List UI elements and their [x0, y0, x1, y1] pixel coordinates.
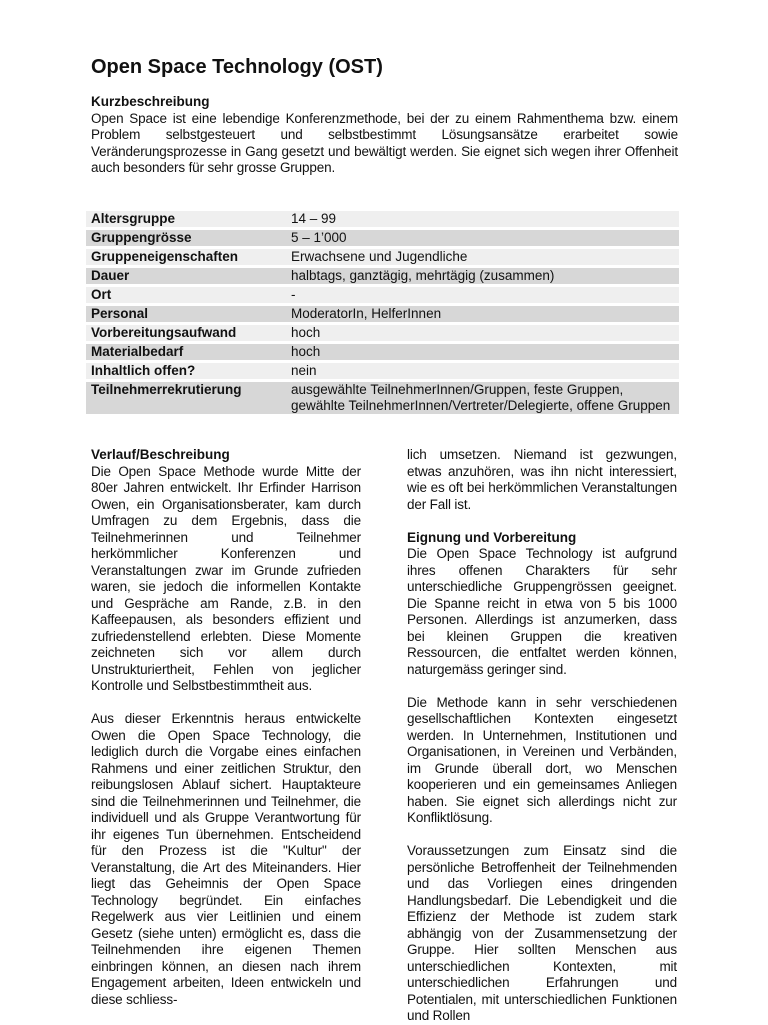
info-table	[86, 208, 679, 417]
paragraph: lich umsetzen. Niemand ist gezwungen, etwas anzuhören, was ihn nicht interessiert, wie es oft bei herkömmlichen Veranstaltungen der Fall ist.	[407, 447, 677, 512]
intro-text: Open Space ist eine lebendige Konferenzmethode, bei der zu einem Rahmenthema bzw. einem Problem selbstgesteuert und selbstbestimmt Lösungsansätze erarbeitet sowie Veränderungsprozesse in Gang gesetzt und bewältigt werden. Sie eignet sich wegen ihrer Offenheit auch besonders für sehr grosse Gruppen.	[91, 110, 678, 175]
table-row	[86, 211, 679, 227]
row-value: ausgewählte TeilnehmerInnen/Gruppen, feste Gruppen, gewählte TeilnehmerInnen/Vertreter/Delegierte, offene Gruppen	[283, 382, 679, 414]
section-heading-eignung: Eignung und Vorbereitung	[407, 529, 577, 545]
row-label: Gruppengrösse	[86, 230, 283, 246]
row-value: ModeratorIn, HelferInnen	[283, 306, 679, 322]
row-label: Materialbedarf	[86, 344, 283, 360]
row-label: Teilnehmerrekrutierung	[86, 382, 283, 414]
row-label: Personal	[86, 306, 283, 322]
paragraph: Aus dieser Erkenntnis heraus entwickelte Owen die Open Space Technology, die lediglich durch die Vorgabe eines einfachen Rahmens und einer zeitlichen Struktur, den reibungslosen Ablauf sichert. Hauptakteure sind die Teilnehmerinnen und Teilnehmer, die individuell und als Gruppe Verantwortung für ihr eigenes Tun übernehmen. Entscheidend für den Prozess ist die "Kultur" der Veranstaltung, die Art des Miteinanders. Hier liegt das Geheimnis der Open Space Technology begründet. Ein einfaches Regelwerk aus vier Leitlinien und einem Gesetz (siehe unten) ermöglicht es, dass die Teilnehmenden ihre eigenen Themen einbringen können, an diesen nach ihrem Engagement arbeiten, Ideen entwickeln und diese schliess-	[91, 711, 361, 1007]
paragraph: Die Open Space Technology ist aufgrund ihres offenen Charakters für sehr unterschiedliche Gruppengrössen geeignet. Die Spanne reicht in etwa von 5 bis 1000 Personen. Allerdings ist anzumerken, dass bei kleinen Gruppen die kreativen Ressourcen, die entfaltet werden können, naturgemäss geringer sind.	[407, 546, 677, 677]
row-label: Altersgruppe	[86, 211, 283, 227]
table-row	[86, 363, 679, 379]
row-value: hoch	[283, 344, 679, 360]
table-row	[86, 287, 679, 303]
row-value: halbtags, ganztägig, mehrtägig (zusammen)	[283, 268, 679, 284]
table-row	[86, 344, 679, 360]
table-row	[86, 230, 679, 246]
section-heading-verlauf: Verlauf/Beschreibung	[91, 447, 230, 462]
row-label: Gruppeneigenschaften	[86, 249, 283, 265]
row-value: -	[283, 287, 679, 303]
row-value: Erwachsene und Jugendliche	[283, 249, 679, 265]
row-value: 5 – 1’000	[283, 230, 679, 246]
table-row	[86, 306, 679, 322]
paragraph: Die Open Space Methode wurde Mitte der 80er Jahren entwickelt. Ihr Erfinder Harrison Owen, ein Organisationsberater, kam durch Umfragen zu dem Ergebnis, dass die Teilnehmerinnen und Teilnehmer herkömmlicher Konferenzen und Veranstaltungen zwar im Grunde zufrieden waren, sie jedoch die informellen Kontakte und Gespräche am Rande, z.B. in den Kaffeepausen, als besonders effizient und zufriedenstellend erlebten. Diese Momente zeichneten sich vor allem durch Unstrukturiertheit, Fehlen von jeglicher Kontrolle und Selbstbestimmtheit aus.	[91, 463, 361, 693]
table-row	[86, 382, 679, 414]
table-row	[86, 325, 679, 341]
row-label: Dauer	[86, 268, 283, 284]
row-value: nein	[283, 363, 679, 379]
row-label: Ort	[86, 287, 283, 303]
right-column	[407, 447, 677, 1025]
paragraph: Die Methode kann in sehr verschiedenen gesellschaftlichen Kontexten eingesetzt werden. In Unternehmen, Institutionen und Organisationen, in Vereinen und Verbänden, im Grunde überall dort, wo Menschen kooperieren und ein gemeinsames Anliegen haben. Sie eignet sich allerdings nicht zur Konfliktlösung.	[407, 694, 677, 825]
table-row	[86, 268, 679, 284]
intro-section	[91, 94, 678, 177]
row-label: Vorbereitungsaufwand	[86, 325, 283, 341]
table-row	[86, 249, 679, 265]
row-value: hoch	[283, 325, 679, 341]
intro-heading: Kurzbeschreibung	[91, 94, 210, 109]
page-title: Open Space Technology (OST)	[91, 56, 383, 78]
row-label: Inhaltlich offen?	[86, 363, 283, 379]
left-column	[91, 447, 361, 1008]
paragraph: Voraussetzungen zum Einsatz sind die persönliche Betroffenheit der Teilnehmenden und das Vorliegen eines dringenden Handlungsbedarf. Die Lebendigkeit und die Effizienz der Methode ist zudem stark abhängig von der Zusammensetzung der Gruppe. Hier sollten Menschen aus unterschiedlichen Kontexten, mit unterschiedlichen Erfahrungen und Potentialen, mit unterschiedlichen Funktionen und Rollen	[407, 843, 677, 1023]
row-value: 14 – 99	[283, 211, 679, 227]
